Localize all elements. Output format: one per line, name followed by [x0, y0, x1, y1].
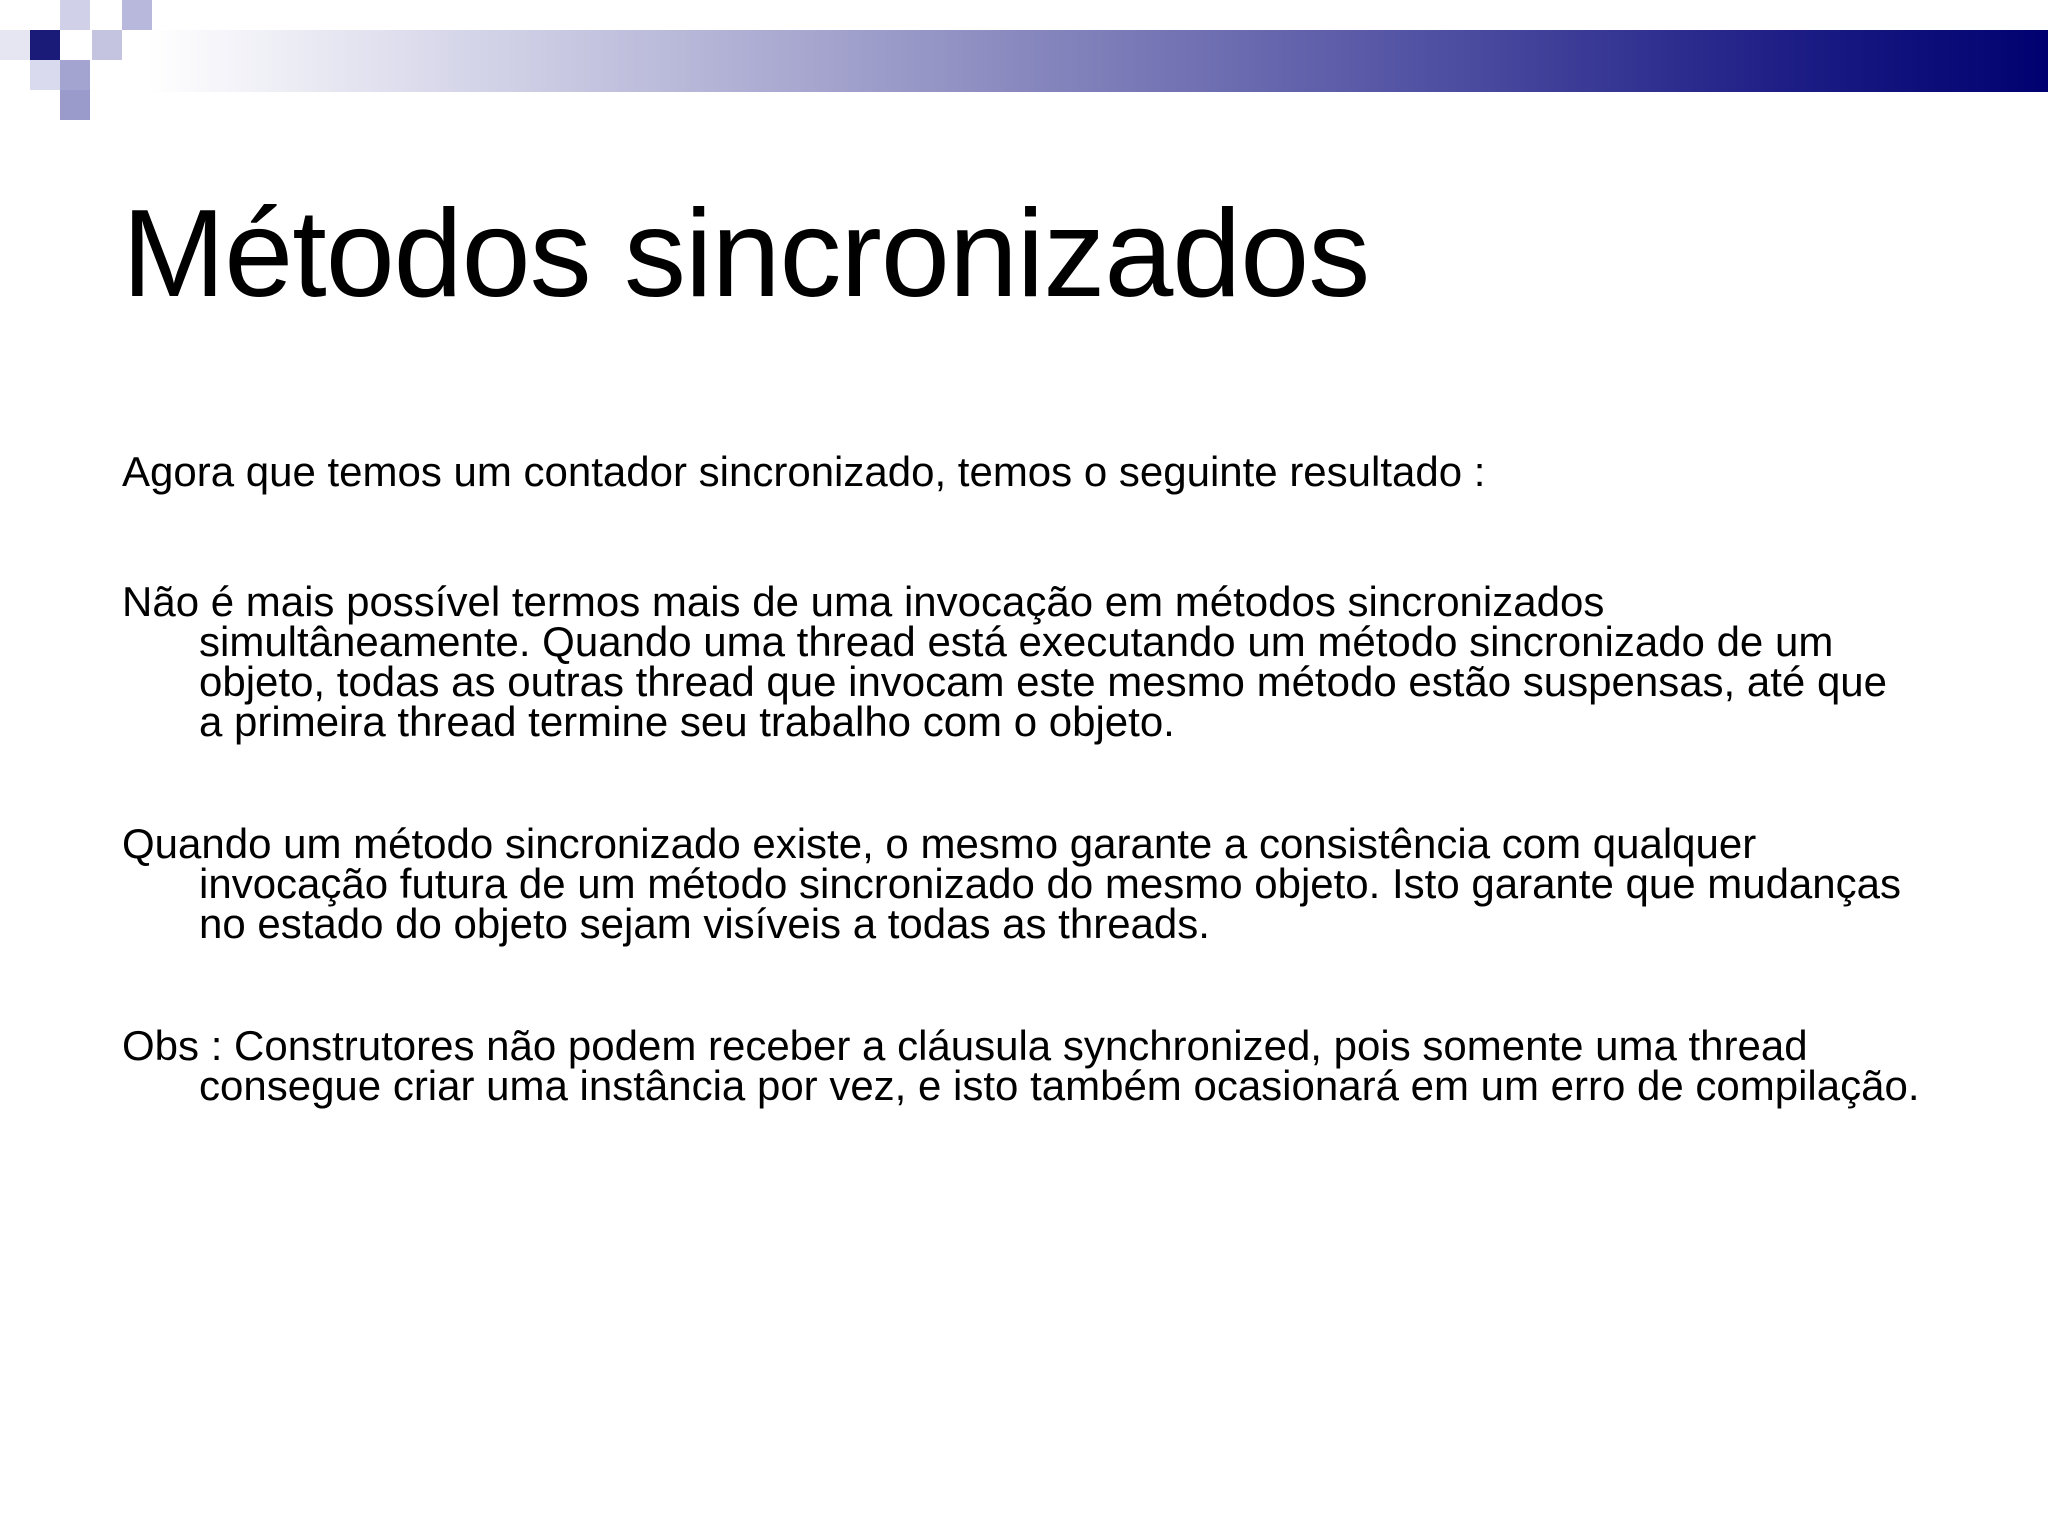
paragraph-invocation: Não é mais possível termos mais de uma invocação em métodos sincronizados simultâneamente. Quando uma thread está executando um método sincronizado de um objeto, todas as outras thread que invocam este mesmo método estão suspensas, até que a primeira thread termine seu trabalho com o objeto. [122, 578, 1888, 745]
square-light [30, 60, 60, 90]
slide-body [122, 448, 1922, 1188]
square-light [60, 0, 90, 30]
decorative-squares [0, 0, 160, 130]
square-mid [60, 90, 90, 120]
square-light [0, 30, 30, 60]
header-gradient-band [148, 30, 2048, 92]
square-light [122, 0, 152, 30]
square-mid [60, 60, 90, 90]
square-light [92, 30, 122, 60]
paragraph-intro: Agora que temos um contador sincronizado, temos o seguinte resultado : [122, 448, 1486, 495]
paragraph-obs: Obs : Construtores não podem receber a cláusula synchronized, pois somente uma thread consegue criar uma instância por vez, e isto também ocasionará em um erro de compilação. [122, 1022, 1920, 1109]
square-dark [30, 30, 60, 60]
paragraph-consistency: Quando um método sincronizado existe, o mesmo garante a consistência com qualquer invocação futura de um método sincronizado do mesmo objeto. Isto garante que mudanças no estado do objeto sejam visíveis a todas as threads. [122, 820, 1902, 947]
slide-title: Métodos sincronizados [122, 185, 1370, 323]
